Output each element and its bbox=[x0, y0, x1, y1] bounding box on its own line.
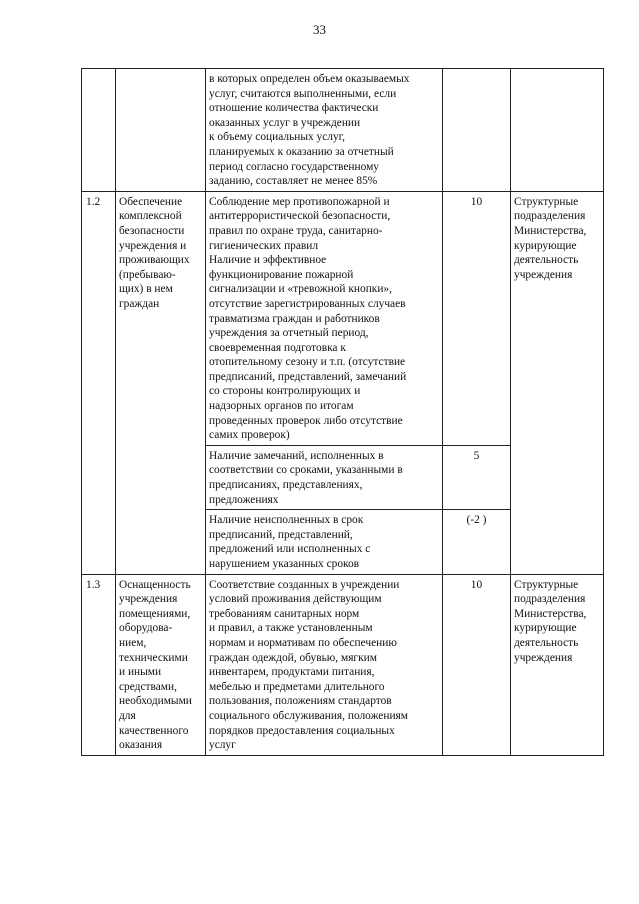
page-number: 33 bbox=[313, 22, 326, 37]
criterion-cell: Соблюдение мер противопожарной и антитеррористической безопасности, правил по охране труда, санитарно- гигиенических правил Наличие и эффективное функционирование пожарной сигнализации и «тревожной кнопки», отсутствие зарегистрированных случаев травматизма граждан и работников учреждения за отчетный период, своевременная подготовка к отопительному сезону и т.п. (отсутствие предписаний, представлений, замечаний со стороны контролирующих и надзорных органов по итогам проведенных проверок либо отсутствие самих проверок) bbox=[206, 191, 443, 445]
score-cell: 5 bbox=[443, 445, 511, 509]
row-number-cell bbox=[82, 69, 116, 192]
score-cell: (-2 ) bbox=[443, 510, 511, 574]
responsible-cell: Структурные подразделения Министерства, курирующие деятельность учреждения bbox=[511, 574, 604, 755]
criterion-cell: в которых определен объем оказываемых услуг, считаются выполненными, если отношение количества фактически оказанных услуг в учреждении к объему социальных услуг, планируемых к оказанию за отчетный период согласно государственному заданию, составляет не менее 85% bbox=[206, 69, 443, 192]
criterion-cell: Наличие замечаний, исполненных в соответствии со сроками, указанными в предписаниях, представлениях, предложениях bbox=[206, 445, 443, 509]
score-cell bbox=[443, 69, 511, 192]
indicator-name-cell bbox=[116, 69, 206, 192]
row-number-cell: 1.2 bbox=[82, 191, 116, 574]
table-row bbox=[82, 191, 604, 445]
criterion-cell: Наличие неисполненных в срок предписаний, представлений, предложений или исполненных с нарушением указанных сроков bbox=[206, 510, 443, 574]
criteria-table bbox=[81, 68, 604, 756]
indicator-name-cell: Обеспечение комплексной безопасности учреждения и проживающих (пребываю- щих) в нем граждан bbox=[116, 191, 206, 574]
score-cell: 10 bbox=[443, 574, 511, 755]
indicator-name-cell: Оснащенность учреждения помещениями, оборудова- нием, техническими и иными средствами, необходимыми для качественного оказания bbox=[116, 574, 206, 755]
responsible-cell bbox=[511, 69, 604, 192]
table-row bbox=[82, 574, 604, 755]
row-number-cell: 1.3 bbox=[82, 574, 116, 755]
responsible-cell: Структурные подразделения Министерства, курирующие деятельность учреждения bbox=[511, 191, 604, 574]
table-row bbox=[82, 69, 604, 192]
criterion-cell: Соответствие созданных в учреждении условий проживания действующим требованиям санитарных норм и правил, а также установленным нормам и нормативам по обеспечению граждан одеждой, обувью, мягким инвентарем, продуктами питания, мебелью и предметами длительного пользования, положениям стандартов социального обслуживания, положениям порядков предоставления социальных услуг bbox=[206, 574, 443, 755]
score-cell: 10 bbox=[443, 191, 511, 445]
